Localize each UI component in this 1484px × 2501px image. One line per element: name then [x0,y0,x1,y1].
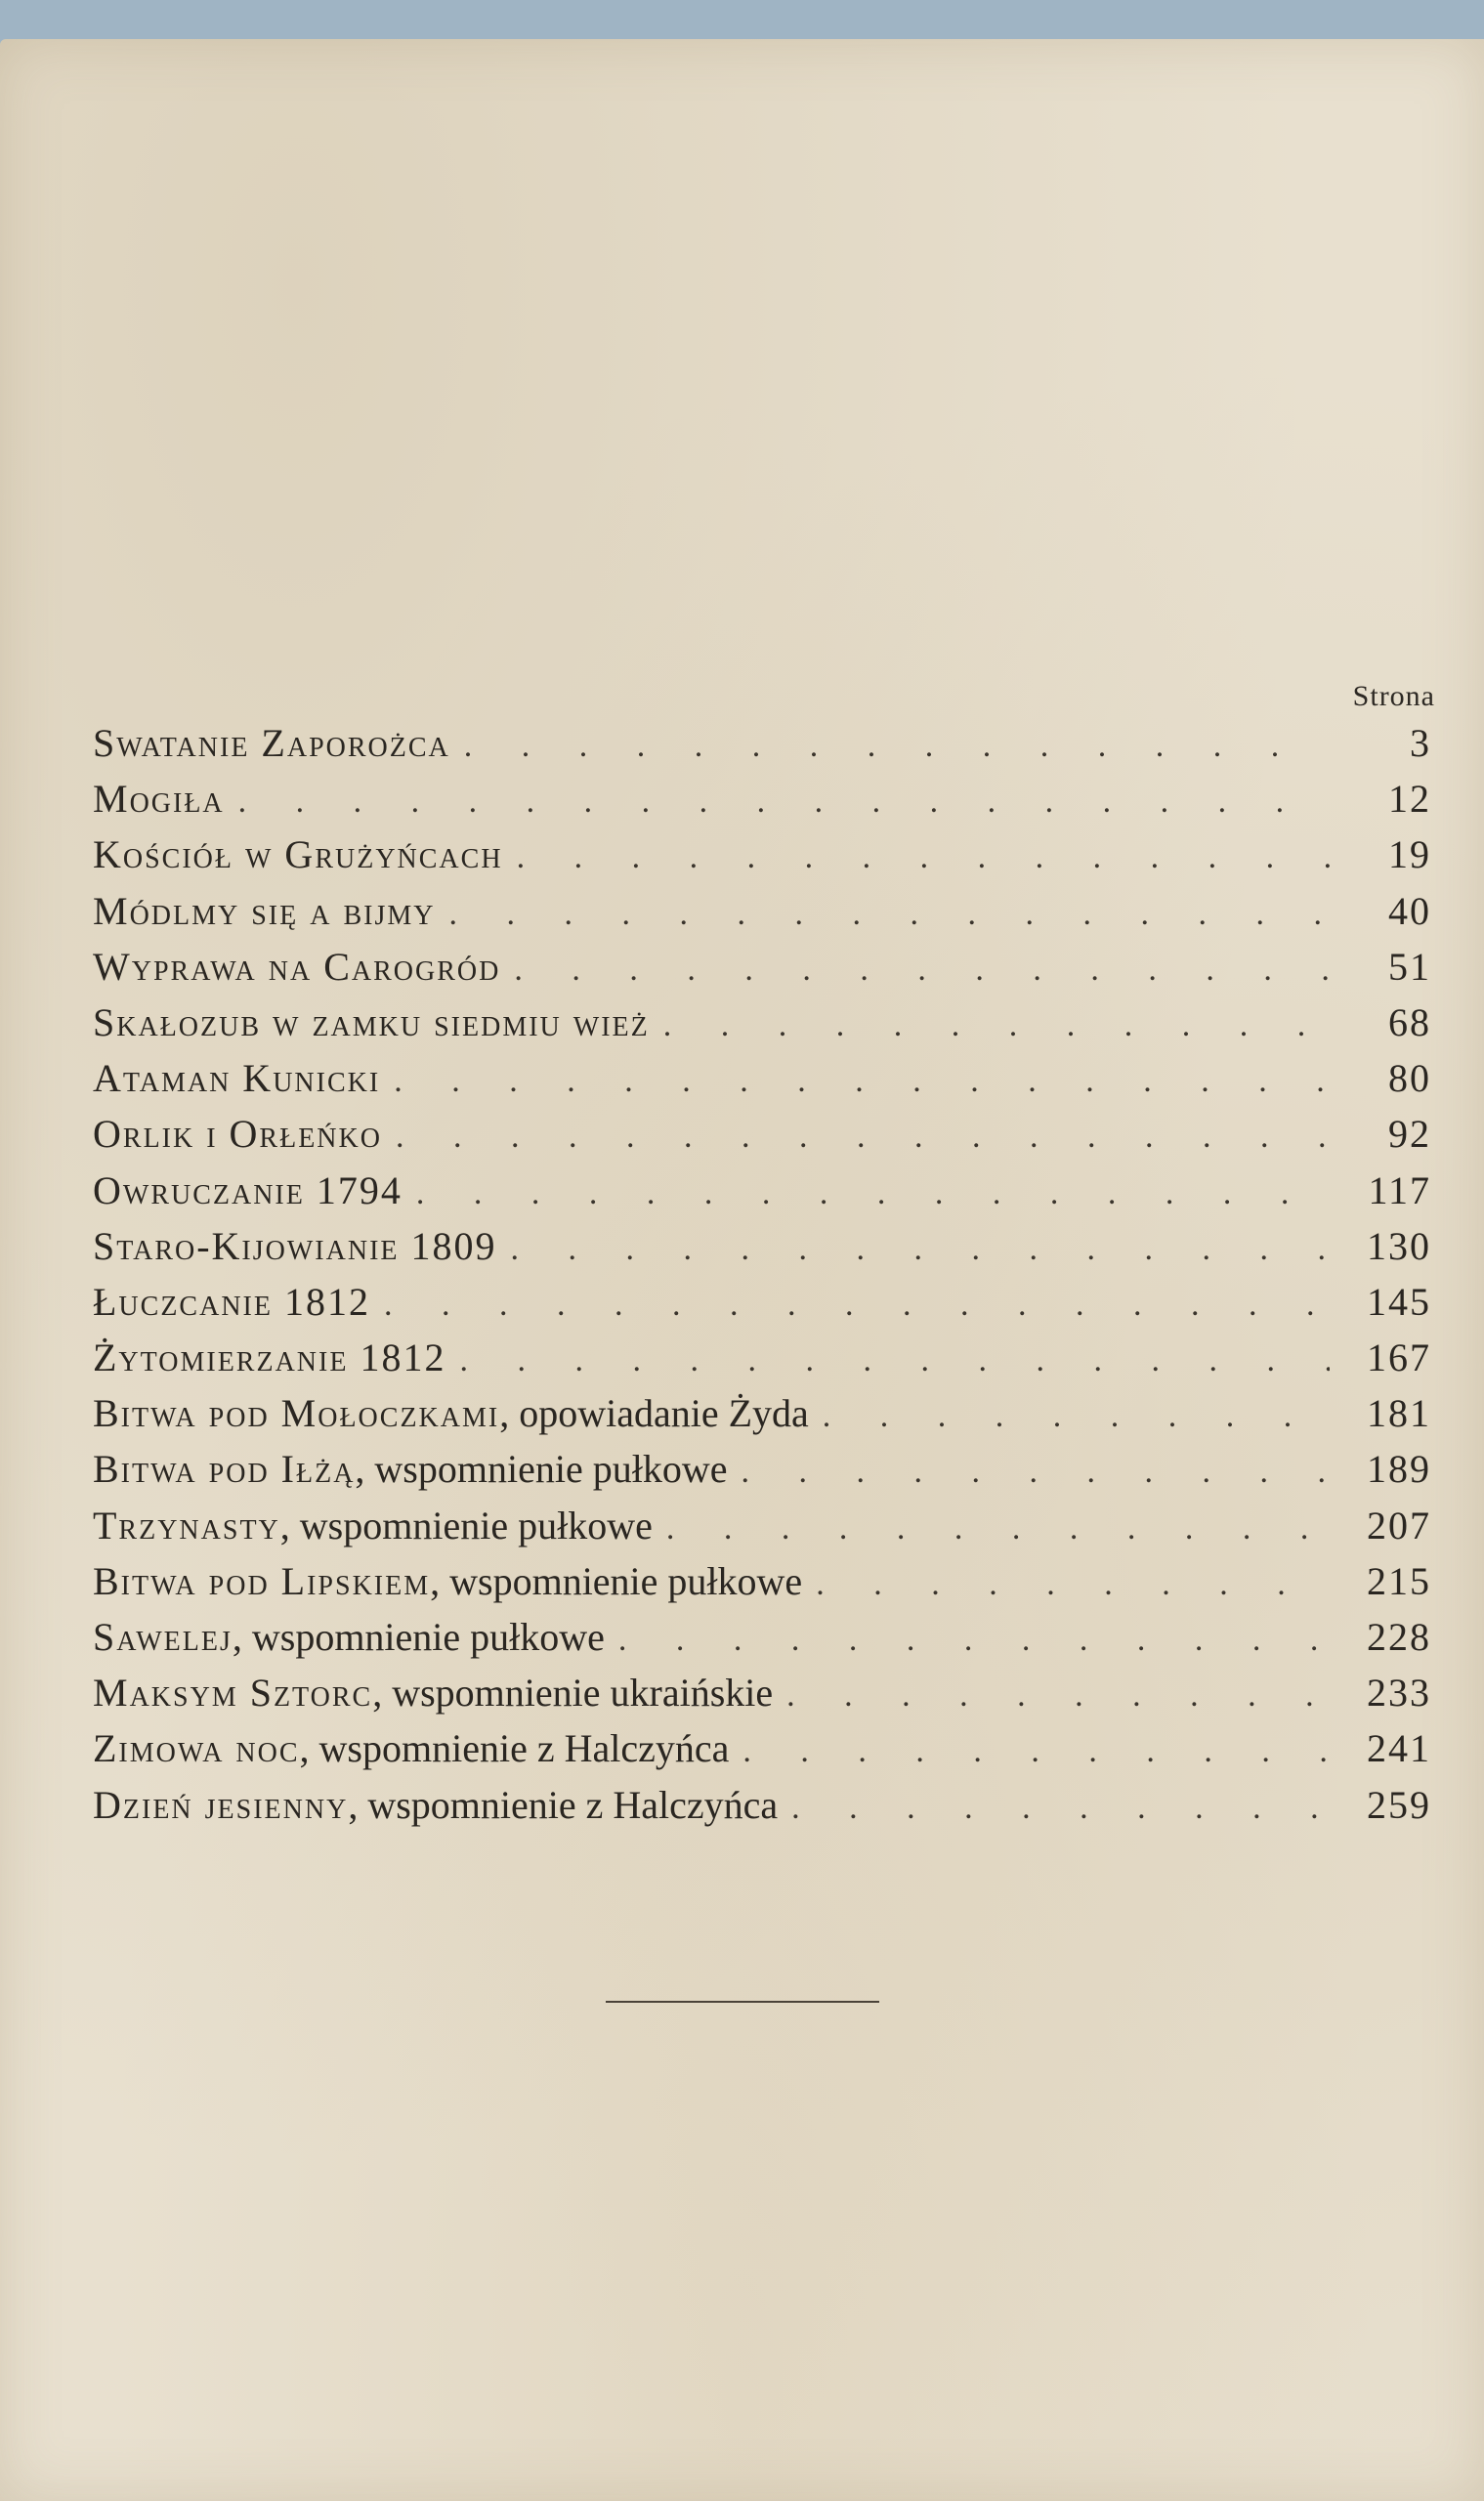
toc-entry [93,1720,1431,1776]
toc-entry-title [93,1609,605,1665]
toc-page-number: 92 [1388,1112,1431,1157]
toc-entry [93,883,1431,939]
toc-page-number: 181 [1367,1391,1431,1436]
toc-entry [93,1330,1431,1385]
toc-subtitle: , wspomnienie ukraińskie [372,1671,774,1716]
toc-entry-title [93,1441,727,1497]
toc-entry [93,939,1431,995]
toc-title: Sawelej [93,1615,233,1659]
toc-subtitle: , wspomnienie z Halczyńca [348,1782,779,1827]
toc-page-number: 80 [1388,1056,1431,1101]
toc-title: Módlmy się a bijmy [93,888,436,933]
toc-page-number: 228 [1367,1615,1431,1659]
toc-page-number: 215 [1367,1558,1431,1603]
dot-leader [791,1780,1330,1836]
dot-leader [511,1221,1331,1277]
toc-page-number: 12 [1388,777,1431,822]
toc-entry [93,1665,1431,1720]
toc-entry-title [93,1163,403,1218]
toc-entry-title [93,939,500,995]
toc-entry [93,771,1431,827]
toc-subtitle: , opowiadanie Żyda [499,1391,809,1436]
dot-leader [816,1556,1330,1612]
toc-title: Ataman Kunicki [93,1056,381,1101]
toc-entry-title [93,1665,773,1720]
toc-entry [93,1553,1431,1609]
page-column-header: Strona [1352,680,1435,712]
toc-page-number: 40 [1388,888,1431,933]
toc-title: Wyprawa na Carogród [93,944,501,989]
toc-entry-title [93,1553,802,1609]
toc-title: Dzień jesienny [93,1782,349,1827]
toc-entry-title [93,715,450,771]
toc-page-number: 233 [1367,1671,1431,1716]
toc-entry [93,1609,1431,1665]
toc-title: Skałozub w zamku siedmiu wież [93,999,650,1044]
toc-entry [93,715,1431,771]
toc-entry-title [93,1274,370,1330]
toc-entry [93,1385,1431,1441]
toc-page-number: 207 [1367,1503,1431,1547]
toc-entry [93,995,1431,1050]
toc-entry-title [93,1218,497,1274]
toc-entry-title [93,883,435,939]
toc-title: Trzynasty [93,1503,280,1547]
toc-page-number: 130 [1367,1223,1431,1268]
toc-entry [93,1274,1431,1330]
toc-title: Swatanie Zaporożca [93,721,450,765]
toc-entry [93,1498,1431,1553]
toc-page-number: 259 [1367,1782,1431,1827]
toc-entry-title [93,1106,382,1162]
toc-title: Żytomierzanie 1812 [93,1335,446,1380]
toc-title: Bitwa pod Mołoczkami [93,1391,500,1436]
toc-title: Bitwa pod Lipskiem [93,1558,431,1603]
toc-entry-title [93,1720,729,1776]
toc-entry-title [93,1777,778,1833]
toc-title: Kościół w Grużyńcach [93,832,503,877]
toc-title: Zimowa noc [93,1726,300,1771]
toc-page-number: 19 [1388,832,1431,877]
toc-entry [93,1218,1431,1274]
toc-entry [93,827,1431,882]
dot-leader [396,1109,1330,1165]
toc-subtitle: , wspomnienie pułkowe [232,1615,605,1659]
toc-entry-title [93,827,503,882]
toc-entry-title [93,1050,380,1106]
toc-subtitle: , wspomnienie pułkowe [430,1558,803,1603]
toc-page-number: 167 [1367,1335,1431,1380]
dot-leader [618,1612,1330,1668]
toc-entry-title [93,1385,809,1441]
dot-leader [384,1277,1330,1333]
dot-leader [663,997,1330,1053]
toc-page-number: 189 [1367,1447,1431,1492]
dot-leader [459,1333,1330,1388]
dot-leader [464,718,1330,774]
dot-leader [666,1501,1330,1556]
toc-entry-title [93,995,650,1050]
toc-page-number: 68 [1388,999,1431,1044]
toc-entry [93,1050,1431,1106]
dot-leader [514,942,1330,997]
toc-title: Maksym Sztorc [93,1671,373,1716]
toc-entry [93,1106,1431,1162]
dot-leader [742,1723,1330,1779]
toc-title: Owruczanie 1794 [93,1167,403,1212]
dot-leader [823,1388,1330,1444]
toc-entry [93,1441,1431,1497]
dot-leader [416,1166,1330,1221]
toc-title: Staro-Kijowianie 1809 [93,1223,497,1268]
toc-title: Łuczcanie 1812 [93,1279,370,1324]
toc-entry [93,1777,1431,1833]
toc-page-number: 117 [1368,1167,1431,1212]
dot-leader [448,886,1330,942]
toc-subtitle: , wspomnienie pułkowe [355,1447,728,1492]
toc-page-number: 3 [1410,721,1431,765]
dot-leader [741,1444,1330,1500]
table-of-contents [93,715,1431,1833]
toc-title: Bitwa pod Iłżą [93,1447,356,1492]
dot-leader [786,1668,1330,1723]
toc-entry-title [93,1330,445,1385]
toc-entry-title [93,1498,653,1553]
toc-subtitle: , wspomnienie z Halczyńca [299,1726,730,1771]
dot-leader [517,829,1330,885]
toc-page-number: 51 [1388,944,1431,989]
dot-leader [394,1053,1330,1109]
toc-subtitle: , wspomnienie pułkowe [279,1503,653,1547]
dot-leader [238,774,1330,829]
toc-page-number: 145 [1367,1279,1431,1324]
toc-entry-title [93,771,225,827]
toc-page-number: 241 [1367,1726,1431,1771]
toc-title: Mogiła [93,777,225,822]
toc-entry [93,1163,1431,1218]
closing-rule [606,2001,879,2003]
toc-title: Orlik i Orłeńko [93,1112,382,1157]
